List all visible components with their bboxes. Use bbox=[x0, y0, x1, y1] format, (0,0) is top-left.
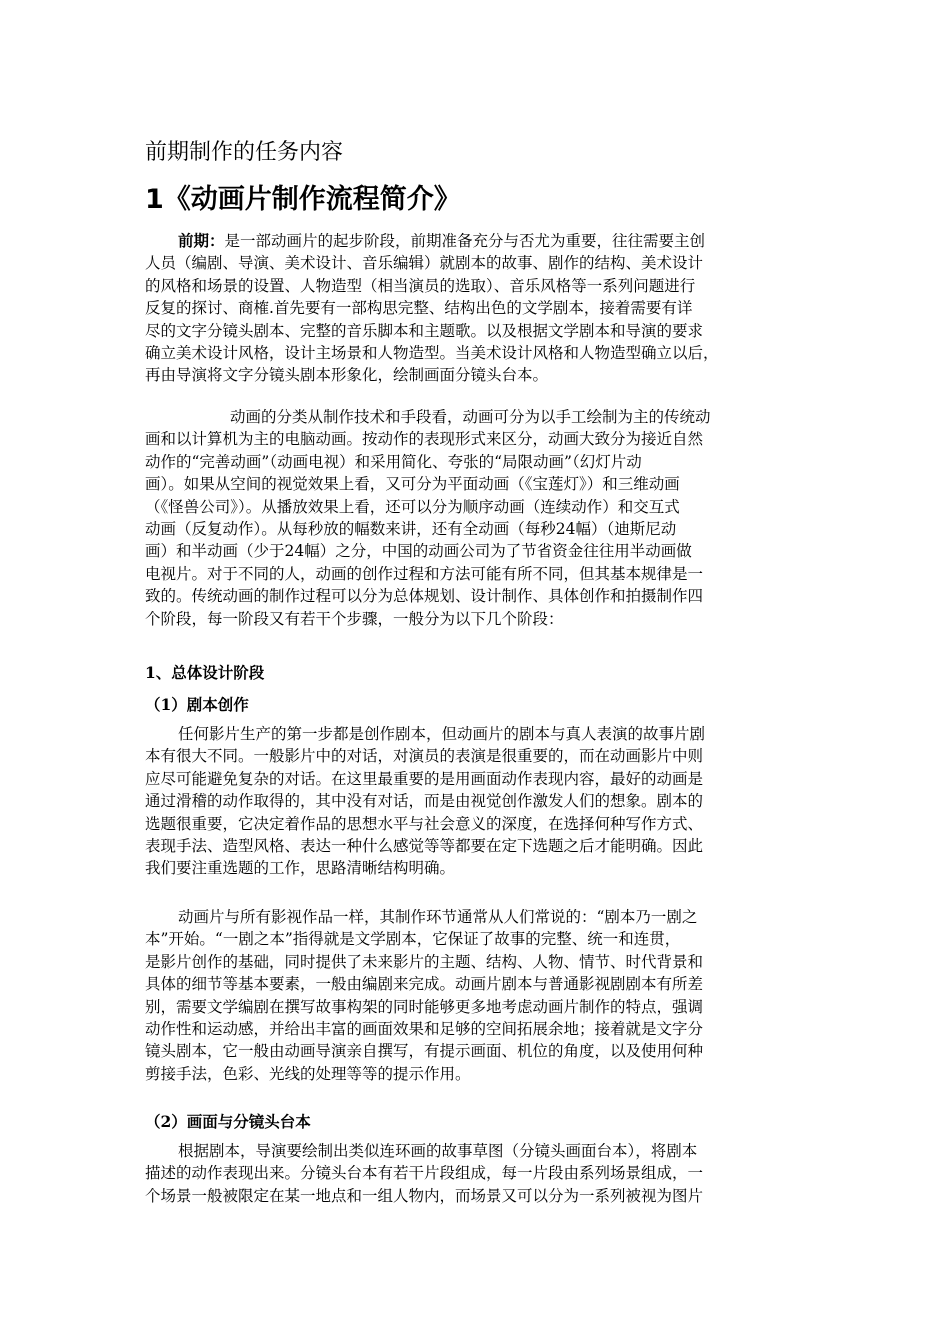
paragraph-line: 任何影片生产的第一步都是创作剧本，但动画片的剧本与真人表演的故事片剧 bbox=[178, 725, 706, 743]
paragraph-script-basis bbox=[145, 906, 805, 1085]
paragraph-line: 人员（编剧、导演、美术设计、音乐编辑）就剧本的故事、剧作的结构、美术设计 bbox=[145, 254, 704, 273]
lead-term: 前期： bbox=[178, 231, 225, 250]
paragraph-line: 通过滑稽的动作取得的，其中没有对话，而是由视觉创作激发人们的想象。剧本的 bbox=[145, 792, 704, 811]
paragraph-line: 本有很大不同。一般影片中的对话，对演员的表演是很重要的，而在动画影片中则 bbox=[145, 747, 704, 766]
paragraph-line: 致的。传统动画的制作过程可以分为总体规划、设计制作、具体创作和拍摄制作四 bbox=[145, 587, 704, 606]
paragraph-storyboard bbox=[145, 1140, 805, 1207]
subsection-heading: （2）画面与分镜头台本 bbox=[145, 1112, 311, 1131]
paragraph-line: （《怪兽公司》）。从播放效果上看，还可以分为顺序动画（连续动作）和交互式 bbox=[145, 497, 680, 516]
paragraph-line: 动作性和运动感，并给出丰富的画面效果和足够的空间拓展余地；接着就是文字分 bbox=[145, 1020, 704, 1039]
document-title: 1《动画片制作流程简介》 bbox=[145, 184, 461, 215]
paragraph-line: 镜头剧本，它一般由动画导演亲自撰写，有提示画面、机位的角度，以及使用何种 bbox=[145, 1042, 704, 1061]
paragraph-line: 反复的探讨、商榷.首先要有一部构思完整、结构出色的文学剧本，接着需要有详 bbox=[145, 299, 693, 318]
paragraph-preproduction bbox=[145, 230, 805, 387]
paragraph-script-writing bbox=[145, 723, 805, 880]
paragraph-line: 应尽可能避免复杂的对话。在这里最重要的是用画面动作表现内容，最好的动画是 bbox=[145, 769, 704, 788]
paragraph-line: 动画的分类从制作技术和手段看，动画可分为以手工绘制为主的传统动 bbox=[230, 408, 711, 426]
paragraph-line: 画）。如果从空间的视觉效果上看，又可分为平面动画（《宝莲灯》）和三维动画 bbox=[145, 475, 680, 494]
paragraph-line: 的风格和场景的设置、人物造型（相当演员的选取）、音乐风格等一系列问题进行 bbox=[145, 276, 696, 295]
paragraph-line: 表现手法、造型风格、表达一种什么感觉等等都要在定下选题之后才能明确。因此 bbox=[145, 837, 704, 856]
paragraph-line: 画）和半动画（少于24幅）之分，中国的动画公司为了节省资金往往用半动画做 bbox=[145, 542, 692, 561]
paragraph-line: 描述的动作表现出来。分镜头台本有若干片段组成，每一片段由系列场景组成，一 bbox=[145, 1164, 704, 1183]
paragraph-line: 个阶段，每一阶段又有若干个步骤，一般分为以下几个阶段： bbox=[145, 609, 564, 628]
paragraph-line: 电视片。对于不同的人，动画的创作过程和方法可能有所不同，但其基本规律是一 bbox=[145, 564, 704, 583]
paragraph-line: 选题很重要，它决定着作品的思想水平与社会意义的深度，在选择何种写作方式、 bbox=[145, 814, 704, 833]
paragraph-classification bbox=[145, 406, 805, 630]
paragraph-line: 动作的“完善动画”（动画电视）和采用简化、夸张的“局限动画”（幻灯片动 bbox=[145, 452, 642, 471]
paragraph-line: 动画片与所有影视作品一样，其制作环节通常从人们常说的：“剧本乃一剧之 bbox=[178, 908, 698, 926]
paragraph-line: 画和以计算机为主的电脑动画。按动作的表现形式来区分，动画大致分为接近自然 bbox=[145, 430, 704, 449]
paragraph-line: 我们要注重选题的工作，思路清晰结构明确。 bbox=[145, 859, 456, 878]
paragraph-line: 具体的细节等基本要素，一般由编剧来完成。动画片剧本与普通影视剧剧本有所差 bbox=[145, 975, 704, 994]
paragraph-line: 根据剧本，导演要绘制出类似连环画的故事草图（分镜头画面台本），将剧本 bbox=[178, 1142, 698, 1160]
paragraph-line: 确立美术设计风格，设计主场景和人物造型。当美术设计风格和人物造型确立以后， bbox=[145, 344, 719, 363]
tasks-heading: 前期制作的任务内容 bbox=[145, 140, 344, 165]
paragraph-line: 动画（反复动作）。从每秒放的幅数来讲，还有全动画（每秒24幅）（迪斯尼动 bbox=[145, 520, 677, 539]
subsection-heading: （1）剧本创作 bbox=[145, 695, 249, 714]
paragraph-line: 个场景一般被限定在某一地点和一组人物内，而场景又可以分为一系列被视为图片 bbox=[145, 1186, 704, 1205]
paragraph-line bbox=[145, 230, 805, 252]
paragraph-line: 别，需要文学编剧在撰写故事构架的同时能够更多地考虑动画片制作的特点，强调 bbox=[145, 997, 704, 1016]
paragraph-line: 再由导演将文字分镜头剧本形象化，绘制画面分镜头台本。 bbox=[145, 366, 549, 385]
paragraph-line: 是影片创作的基础，同时提供了未来影片的主题、结构、人物、情节、时代背景和 bbox=[145, 952, 704, 971]
paragraph-line: 剪接手法，色彩、光线的处理等等的提示作用。 bbox=[145, 1064, 471, 1083]
section-heading: 1、总体设计阶段 bbox=[145, 663, 265, 682]
paragraph-line: 尽的文字分镜头剧本、完整的音乐脚本和主题歌。以及根据文学剧本和导演的要求 bbox=[145, 321, 704, 340]
paragraph-line: 本”开始。“一剧之本”指得就是文学剧本，它保证了故事的完整、统一和连贯， bbox=[145, 930, 681, 949]
line-text: 是一部动画片的起步阶段，前期准备充分与否尤为重要，往往需要主创 bbox=[224, 232, 706, 250]
